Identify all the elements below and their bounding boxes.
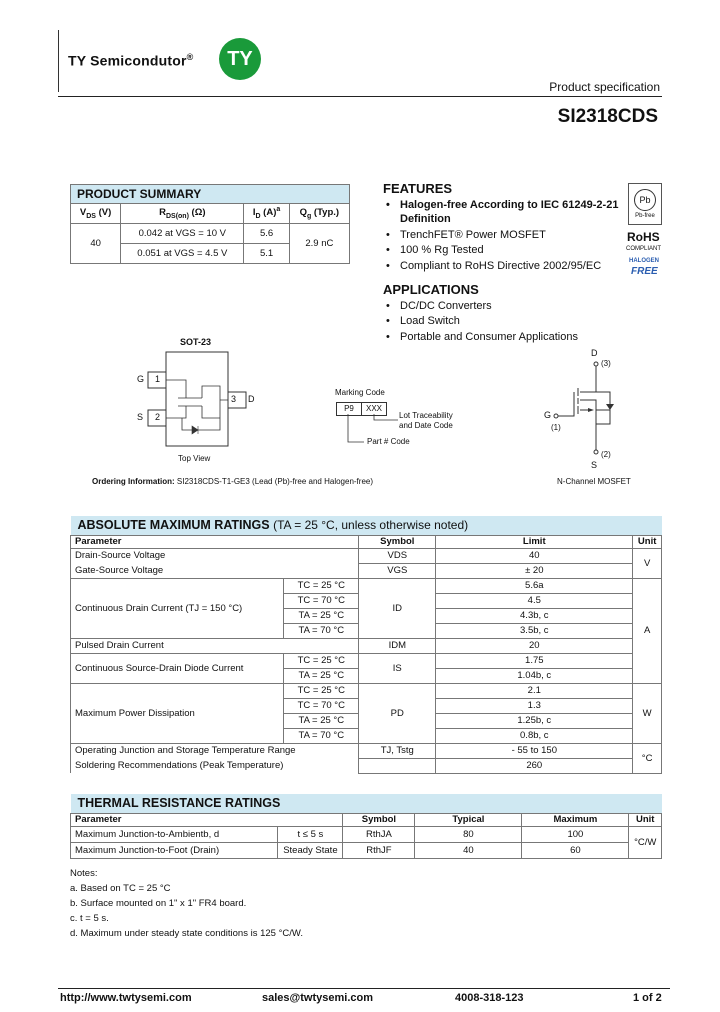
abs-param: Pulsed Drain Current [71,638,359,653]
ordering-value: SI2318CDS-T1-GE3 (Lead (Pb)-free and Halogen-free) [176,477,373,486]
abs-symbol: TJ, Tstg [359,743,436,758]
mosfet-g-label: G [544,410,552,420]
notes-block [70,866,303,941]
abs-max-row [71,683,662,698]
internal-wiring [166,380,228,430]
footer-url[interactable]: http://www.twtysemi.com [60,992,192,1004]
abs-param: Maximum Power Dissipation [71,683,284,743]
package-name: SOT-23 [180,337,212,347]
abs-symbol: IS [359,653,436,683]
halogen-label: HALOGEN [629,258,659,264]
abs-max-table [70,516,662,774]
thermal-header-param: Parameter [71,813,343,826]
abs-header-symbol: Symbol [359,535,436,548]
pb-free-icon [634,189,656,211]
abs-header-unit: Unit [633,535,662,548]
abs-header-param: Parameter [71,535,359,548]
thermal-unit: °C/W [629,826,662,858]
abs-condition: TC = 70 °C [284,698,359,713]
mosfet-s-pin: (2) [601,450,611,459]
ps-rds-value: 0.051 at VGS = 4.5 V [121,244,244,264]
pin-3-number: 3 [231,394,237,404]
note-item: a. Based on TC = 25 °C [70,883,171,894]
abs-condition: TA = 70 °C [284,728,359,743]
application-item: • Load Switch [400,315,460,327]
ps-header-qg: $Q_g$ (Typ.) [289,204,349,224]
doc-type: Product specification [549,80,660,94]
header-rule [58,96,662,97]
abs-max-title-bar [71,516,662,535]
note-item: d. Maximum under steady state conditions is 125 °C/W. [70,928,303,939]
application-item: • Portable and Consumer Applications [400,331,578,343]
thermal-title: THERMAL RESISTANCE RATINGS [71,794,662,813]
thermal-header-typical: Typical [415,813,522,826]
pb-free-label: Pb-free [635,213,655,219]
thermal-maximum: 100 [522,826,629,842]
diode-symbol [192,426,198,434]
applications-title: APPLICATIONS [383,282,479,297]
abs-param: Soldering Recommendations (Peak Temperature) [71,758,359,773]
thermal-symbol: RthJA [343,826,415,842]
abs-limit: 4.5 [436,593,633,608]
abs-max-title: ABSOLUTE MAXIMUM RATINGS [77,518,270,533]
mosfet-d-label: D [591,348,598,358]
abs-condition: TA = 25 °C [284,668,359,683]
thermal-header-unit: Unit [629,813,662,826]
abs-param: Drain-Source Voltage [71,548,359,563]
abs-max-condition: (TA = 25 °C, unless otherwise noted) [273,518,469,533]
product-summary-title: PRODUCT SUMMARY [71,185,350,204]
abs-max-row [71,563,662,578]
thermal-table [70,794,662,859]
footer-phone: 4008-318-123 [455,992,524,1004]
abs-param: Continuous Source-Drain Diode Current [71,653,284,683]
abs-symbol [359,758,436,773]
abs-limit: 1.75 [436,653,633,668]
thermal-cond: t ≤ 5 s [278,826,343,842]
abs-unit: V [633,548,662,578]
rohs-label: RoHS [627,230,660,244]
marking-title: Marking Code [335,388,385,397]
thermal-typical: 40 [415,842,522,858]
abs-max-row [71,638,662,653]
note-item: b. Surface mounted on 1" x 1" FR4 board. [70,898,247,909]
brand-name: TY Semicondutor® [68,52,194,69]
part-number: SI2318CDS [557,106,658,127]
abs-symbol: ID [359,578,436,638]
lot-date-label: and Date Code [399,421,453,430]
footer-page: 1 of 2 [633,992,662,1004]
ps-qg-value: 2.9 nC [289,224,349,264]
thermal-maximum: 60 [522,842,629,858]
abs-limit: - 55 to 150 [436,743,633,758]
ps-header-vds: $V_{DS}$ (V) [71,204,121,224]
abs-limit: 2.1 [436,683,633,698]
ps-rds-value: 0.042 at VGS = 10 V [121,224,244,244]
abs-symbol: VGS [359,563,436,578]
ordering-label: Ordering Information: [92,477,175,486]
abs-unit: W [633,683,662,743]
ps-header-id: $I_D$ $(A)^a$ [244,204,289,224]
ps-vds-value: 40 [71,224,121,264]
mosfet-symbol [550,358,620,458]
application-item: • DC/DC Converters [400,300,492,312]
abs-symbol: PD [359,683,436,743]
thermal-cond: Steady State [278,842,343,858]
marking-code-box: P9 [336,402,362,416]
mosfet-d-pin: (3) [601,359,611,368]
abs-condition: TA = 25 °C [284,713,359,728]
product-summary-table [70,184,350,264]
abs-header-limit: Limit [436,535,633,548]
abs-condition: TC = 25 °C [284,653,359,668]
abs-unit: °C [633,743,662,773]
abs-limit: ± 20 [436,563,633,578]
marking-lot-box: XXX [361,402,387,416]
abs-condition: TA = 25 °C [284,608,359,623]
pin-1-number: 1 [155,374,161,384]
thermal-header-symbol: Symbol [343,813,415,826]
top-view-label: Top View [178,454,211,463]
footer-rule [58,988,670,989]
abs-limit: 20 [436,638,633,653]
abs-condition: TA = 70 °C [284,623,359,638]
abs-max-row [71,758,662,773]
thermal-param: Maximum Junction-to-Ambientb, d [71,826,278,842]
abs-limit: 40 [436,548,633,563]
feature-item: • Halogen-free According to IEC 61249-2-21 [400,199,618,211]
abs-param: Operating Junction and Storage Temperature Range [71,743,359,758]
abs-limit: 4.3b, c [436,608,633,623]
part-code-label: Part # Code [367,437,410,446]
abs-limit: 1.3 [436,698,633,713]
note-item: c. t = 5 s. [70,913,109,924]
abs-limit: 1.25b, c [436,713,633,728]
ps-header-rds: $R_{DS(on)}$ (Ω) [121,204,244,224]
abs-unit: A [633,578,662,683]
thermal-param: Maximum Junction-to-Foot (Drain) [71,842,278,858]
abs-limit: 260 [436,758,633,773]
mosfet-s-label: S [591,460,598,470]
pin-g-label: G [137,374,145,384]
abs-symbol: IDM [359,638,436,653]
abs-condition: TC = 70 °C [284,593,359,608]
pb-symbol: Pb [639,195,651,205]
abs-max-row [71,653,662,668]
footer-email[interactable]: sales@twtysemi.com [262,992,373,1004]
abs-max-row [71,548,662,563]
compliant-label: COMPLIANT [626,246,662,252]
mosfet-g-pin: (1) [551,423,561,432]
package-body [166,352,228,446]
feature-item-cont: Definition [400,213,451,225]
header-divider-vertical [58,30,59,92]
abs-condition: TC = 25 °C [284,578,359,593]
feature-item: • TrenchFET® Power MOSFET [400,229,546,241]
free-label: FREE [631,266,658,277]
abs-limit: 5.6a [436,578,633,593]
ps-id-value: 5.6 [244,224,289,244]
feature-item: • 100 % Rg Tested [400,244,484,256]
abs-limit: 1.04b, c [436,668,633,683]
feature-item: • Compliant to RoHS Directive 2002/95/EC [400,260,601,272]
abs-param: Continuous Drain Current (TJ = 150 °C) [71,578,284,638]
abs-max-row [71,578,662,593]
ty-logo: TY [219,38,261,80]
abs-max-row [71,743,662,758]
pin-2-number: 2 [155,412,161,422]
thermal-typical: 80 [415,826,522,842]
thermal-header-maximum: Maximum [522,813,629,826]
pb-free-badge [628,183,662,225]
abs-symbol: VDS [359,548,436,563]
thermal-symbol: RthJF [343,842,415,858]
abs-limit: 0.8b, c [436,728,633,743]
lot-traceability-label: Lot Traceability [399,411,453,420]
ps-id-value: 5.1 [244,244,289,264]
abs-limit: 3.5b, c [436,623,633,638]
mosfet-caption: N-Channel MOSFET [557,477,631,486]
features-title: FEATURES [383,181,453,196]
ordering-info [92,477,373,486]
pin-d-label: D [248,394,255,404]
notes-title: Notes: [70,868,98,879]
abs-param: Gate-Source Voltage [71,563,359,578]
abs-condition: TC = 25 °C [284,683,359,698]
pin-s-label: S [137,412,144,422]
